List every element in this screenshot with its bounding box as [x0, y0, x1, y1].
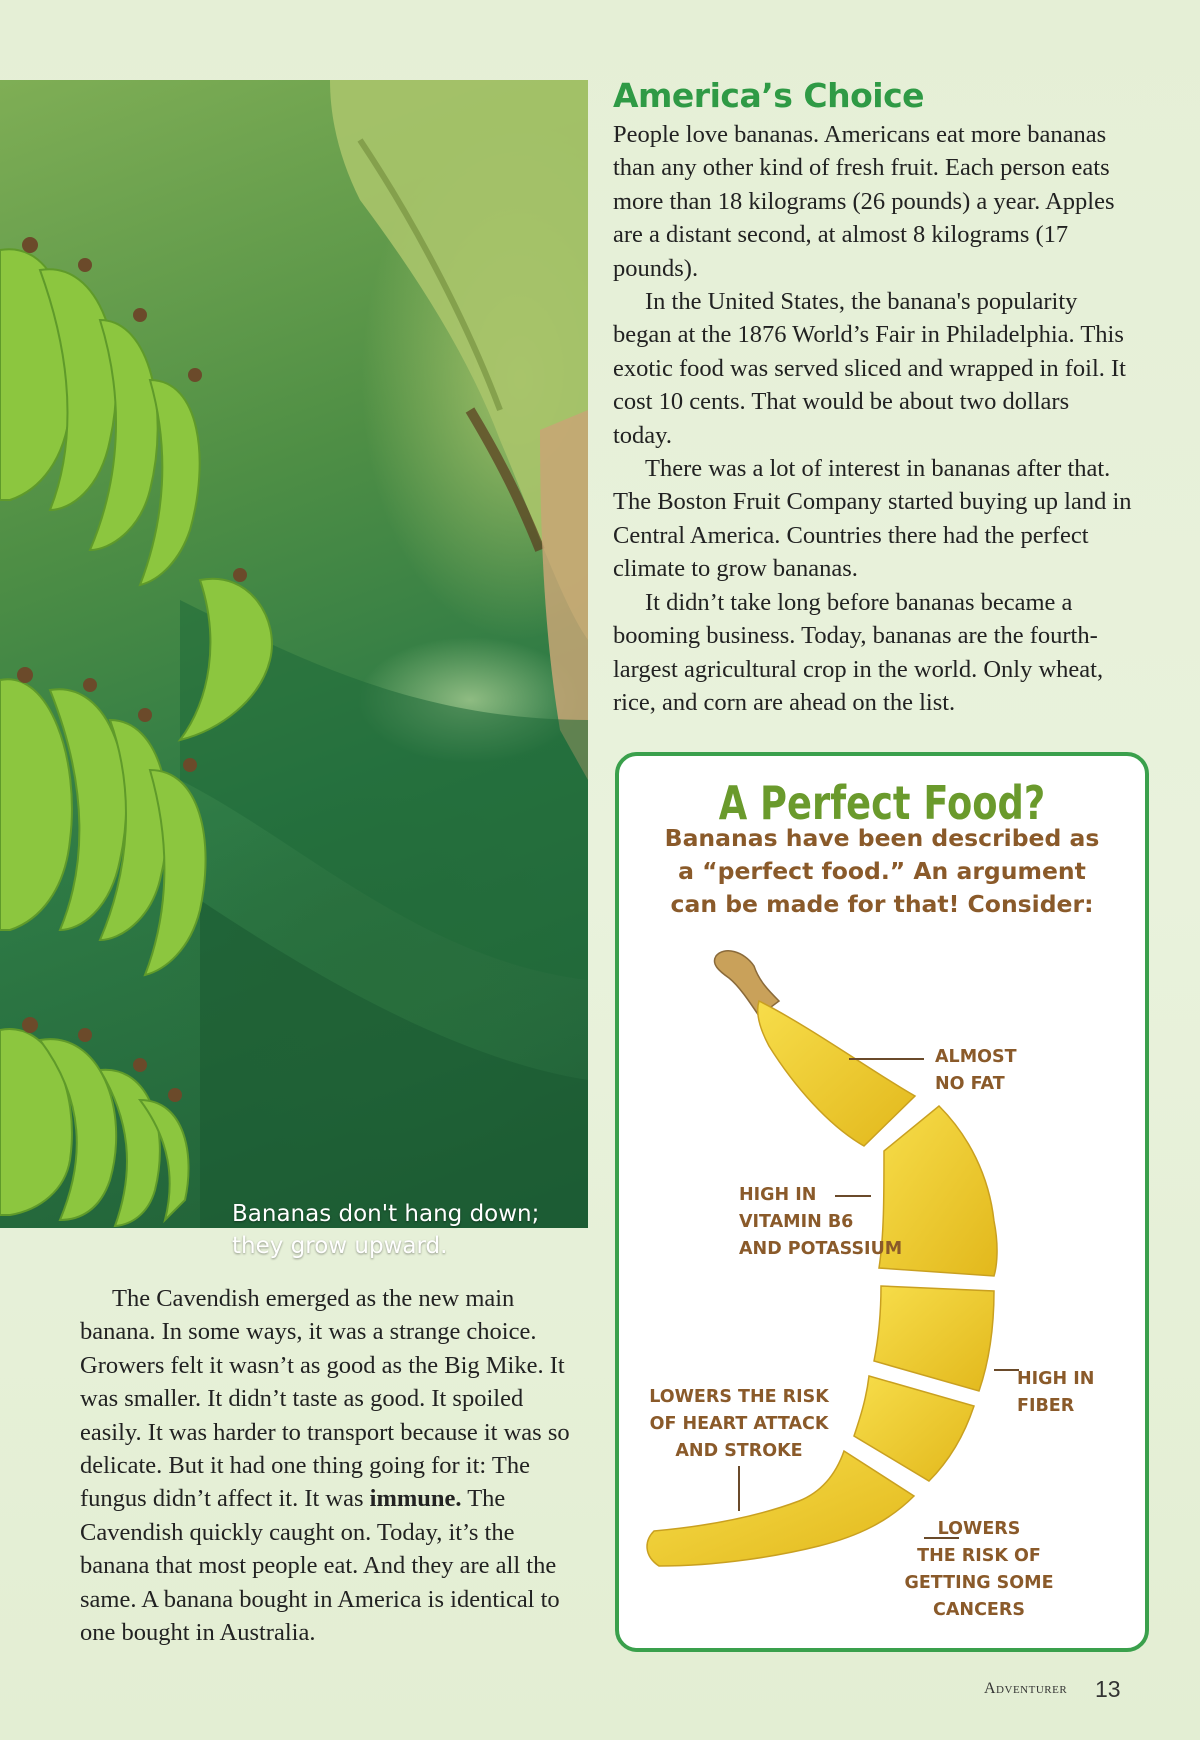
caption-line-2: they grow upward.: [232, 1233, 448, 1259]
article-right-column: [613, 118, 1133, 719]
paragraph-2: In the United States, the banana's popularity began at the 1876 World’s Fair in Philadelphia. This exotic food was served sliced and wrapped in foil. It cost 10 cents. That would be about two dollars today.: [613, 288, 1126, 449]
article-left-column: [80, 1282, 580, 1649]
label-high-in-fiber: HIGH IN FIBER: [1017, 1369, 1095, 1416]
cavendish-text-before: The Cavendish emerged as the new main banana. In some ways, it was a strange choice. Growers felt it wasn’t as good as the Big Mike. It was smaller. It didn’t taste as good. It spoiled easily. It was harder to transport because it was so delicate. But it had one thing going for it: The fungus didn’t affect it. It was: [80, 1285, 570, 1513]
publication-name: Adventurer: [984, 1680, 1068, 1697]
label-vitamin-b6-potassium: HIGH IN VITAMIN B6 AND POTASSIUM: [739, 1185, 903, 1259]
paragraph-4: It didn’t take long before bananas became a booming business. Today, bananas are the fourth-largest agricultural crop in the world. Only wheat, rice, and corn are ahead on the list.: [613, 588, 1104, 716]
banana-photo-illustration: [0, 80, 588, 1228]
photo-caption: [232, 1198, 572, 1262]
sidebar-subtitle: Bananas have been described as a “perfect food.” An argument can be made for that! Consider:: [664, 824, 1100, 918]
label-cancer-risk: LOWERS THE RISK OF GETTING SOME CANCERS: [904, 1519, 1054, 1620]
label-almost-no-fat: ALMOST NO FAT: [935, 1047, 1017, 1094]
keyword-immune: immune.: [369, 1485, 462, 1513]
perfect-food-sidebar: [615, 752, 1149, 1652]
caption-line-1: Bananas don't hang down;: [232, 1201, 540, 1227]
page-number: 13: [1095, 1676, 1121, 1702]
label-heart-attack-stroke: LOWERS THE RISK OF HEART ATTACK AND STROKE: [649, 1387, 829, 1461]
section-title: America’s Choice: [613, 76, 925, 115]
sidebar-title: A Perfect Food?: [718, 776, 1046, 830]
paragraph-3: There was a lot of interest in bananas after that. The Boston Fruit Company started buying up land in Central America. Countries there had the perfect climate to grow bananas.: [613, 455, 1132, 583]
cavendish-paragraph: [80, 1282, 580, 1649]
paragraph-1: People love bananas. Americans eat more bananas than any other kind of fresh fruit. Each person eats more than 18 kilograms (26 pounds) a year. Apples are a distant second, at almost 8 kilograms (17 pounds).: [613, 121, 1115, 282]
banana-bunch-photo: [0, 80, 588, 1259]
cavendish-text-after: The Cavendish quickly caught on. Today, it’s the banana that most people eat. And they are all the same. A banana bought in America is identical to one bought in Australia.: [80, 1485, 560, 1647]
